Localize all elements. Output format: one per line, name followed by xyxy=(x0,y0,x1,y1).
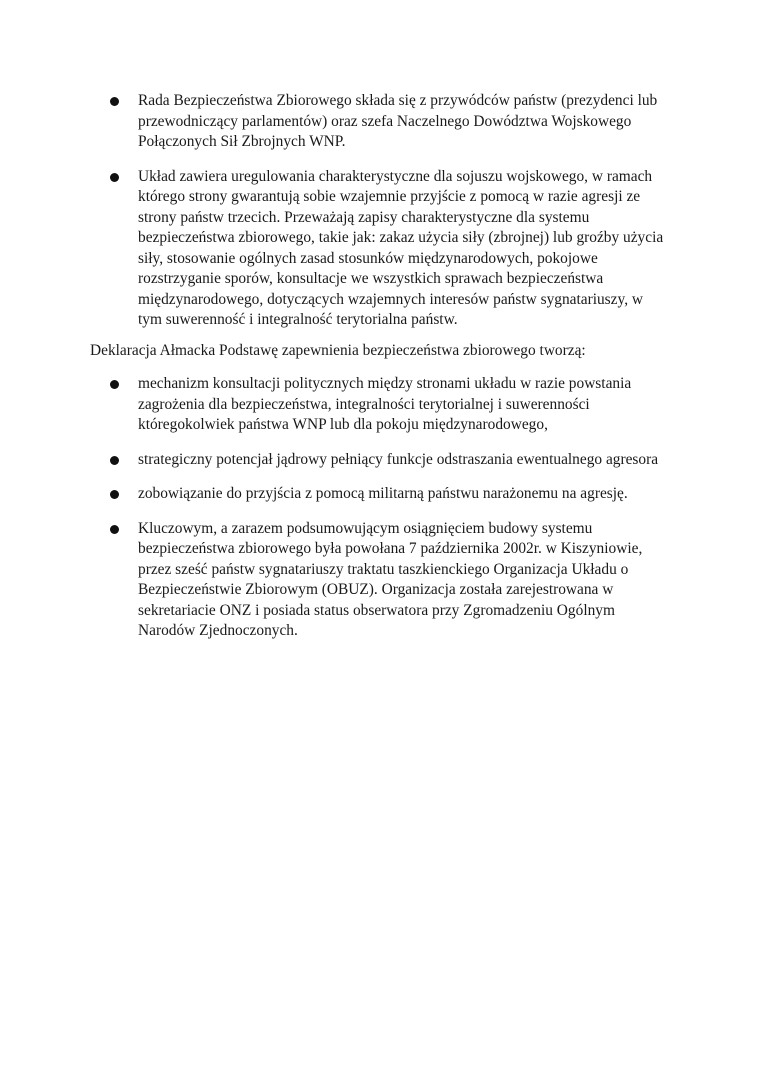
intro-paragraph: Deklaracja Ałmacka Podstawę zapewnienia bezpieczeństwa zbiorowego tworzą: xyxy=(90,342,586,359)
list-item-text: mechanizm konsultacji politycznych między stronami układu w razie powstania zagrożenia dla bezpieczeństwa, integralności terytorialnej i suwerenności któregokolwiek państwa WNP lub dla pokoju międzynarodowego, xyxy=(138,375,632,433)
list-item xyxy=(110,167,670,331)
bullet-icon xyxy=(110,490,119,499)
list-item xyxy=(110,519,670,642)
list-item xyxy=(110,91,670,153)
list-item-text: zobowiązanie do przyjścia z pomocą militarną państwu narażonemu na agresję. xyxy=(138,485,628,502)
bullet-icon xyxy=(110,173,119,182)
bullet-list-first xyxy=(110,91,670,345)
bullet-icon xyxy=(110,97,119,106)
bullet-list-second xyxy=(110,374,670,656)
bullet-icon xyxy=(110,380,119,389)
list-item xyxy=(110,484,670,505)
list-item xyxy=(110,450,670,471)
list-item-text: Kluczowym, a zarazem podsumowującym osiągnięciem budowy systemu bezpieczeństwa zbiorowego była powołana 7 października 2002r. w Kiszyniowie, przez sześć państw sygnatariuszy traktatu taszkienckiego Organizacja Układu o Bezpieczeństwie Zbiorowym (OBUZ). Organizacja została zarejestrowana w sekretariacie ONZ i posiada status obserwatora przy Zgromadzeniu Ogólnym Narodów Zjednoczonych. xyxy=(138,519,643,639)
bullet-icon xyxy=(110,456,119,465)
list-item xyxy=(110,374,670,436)
bullet-icon xyxy=(110,525,119,534)
list-item-text: Rada Bezpieczeństwa Zbiorowego składa się z przywódców państw (prezydenci lub przewodniczący parlamentów) oraz szefa Naczelnego Dowództwa Wojskowego Połączonych Sił Zbrojnych WNP. xyxy=(138,92,658,150)
list-item-text: strategiczny potencjał jądrowy pełniący funkcje odstraszania ewentualnego agresora xyxy=(138,450,659,468)
list-item-text: Układ zawiera uregulowania charakterystyczne dla sojuszu wojskowego, w ramach którego strony gwarantują sobie wzajemnie przyjście z pomocą w razie agresji ze strony państw trzecich. Przeważają zapisy charakterystyczne dla systemu bezpieczeństwa zbiorowego, takie jak: zakaz użycia siły (zbrojnej) lub groźby użycia siły, stosowanie ogólnych zasad stosunków międzynarodowych, pokojowe rozstrzyganie sporów, konsultacje we wszystkich sprawach bezpieczeństwa międzynarodowego, dotyczących wzajemnych interesów państw sygnatariuszy, w tym suwerenność i integralność terytorialna państw. xyxy=(138,167,664,328)
